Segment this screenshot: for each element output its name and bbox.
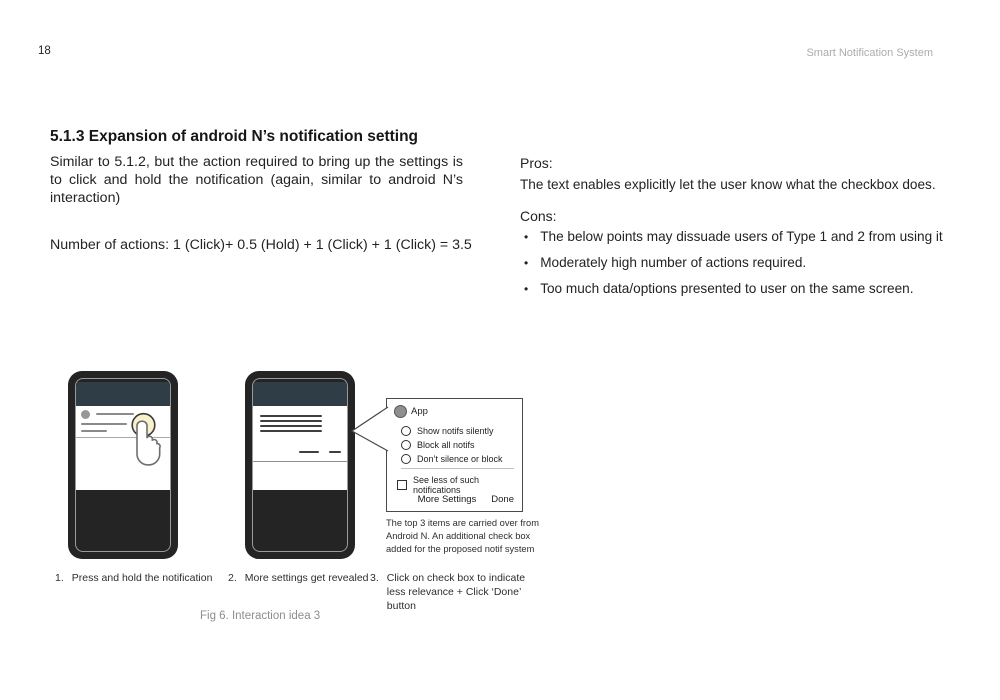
tap-gesture-icon bbox=[118, 410, 166, 472]
phone-mockup-2 bbox=[245, 371, 355, 559]
pros-label: Pros: bbox=[520, 155, 553, 171]
step-caption-3 bbox=[370, 571, 542, 614]
callout-pointer bbox=[349, 401, 389, 457]
popup-note: The top 3 items are carried over from Android N. An additional check box added for the proposed notif system bbox=[386, 518, 539, 555]
divider bbox=[401, 468, 514, 469]
done-label: Done bbox=[491, 494, 514, 505]
phone-screen bbox=[252, 378, 348, 552]
checkbox-label: See less of such notifications bbox=[413, 475, 480, 495]
checkbox-option bbox=[397, 475, 522, 495]
cons-item: • The below points may dissuade users of Type 1 and 2 from using it bbox=[520, 229, 943, 246]
popup-footer bbox=[418, 494, 514, 505]
app-row bbox=[394, 405, 428, 418]
phone-mockup-1 bbox=[68, 371, 178, 559]
screen-content bbox=[76, 406, 170, 490]
step-caption-1 bbox=[55, 571, 212, 585]
text-line bbox=[260, 415, 322, 417]
cons-item: • Moderately high number of actions required. bbox=[520, 255, 943, 272]
radio-icon bbox=[401, 440, 411, 450]
radio-icon bbox=[401, 454, 411, 464]
actions-count-line: Number of actions: 1 (Click)+ 0.5 (Hold) + 1 (Click) + 1 (Click) = 3.5 bbox=[50, 237, 472, 253]
status-bar bbox=[76, 382, 170, 406]
text-line bbox=[260, 420, 322, 422]
page-number: 18 bbox=[38, 45, 51, 57]
step-number: 3. bbox=[370, 572, 379, 584]
step-number: 2. bbox=[228, 572, 237, 584]
notification-settings-popup bbox=[386, 398, 523, 512]
more-settings-label: More Settings bbox=[417, 494, 477, 505]
expanded-notification-card bbox=[253, 406, 347, 462]
notification-avatar bbox=[81, 410, 90, 419]
screen-content bbox=[253, 406, 347, 490]
text-line bbox=[260, 430, 322, 432]
radio-option-label: Show notifs silently bbox=[417, 426, 494, 436]
running-header-title: Smart Notification System bbox=[806, 47, 933, 59]
phone-screen bbox=[75, 378, 171, 552]
radio-icon bbox=[401, 426, 411, 436]
radio-option bbox=[401, 454, 503, 464]
radio-option-label: Don’t silence or block bbox=[417, 454, 503, 464]
step-caption-2 bbox=[228, 571, 369, 585]
cons-label: Cons: bbox=[520, 208, 557, 224]
checkbox-icon bbox=[397, 480, 407, 490]
app-icon bbox=[394, 405, 407, 418]
app-label: App bbox=[411, 406, 428, 417]
more-settings-line bbox=[299, 451, 319, 453]
step-text: More settings get revealed bbox=[244, 572, 369, 584]
text-line bbox=[81, 430, 107, 432]
radio-option bbox=[401, 440, 475, 450]
done-line bbox=[329, 451, 341, 453]
step-text: Click on check box to indicate less relevance + Click ‘Done’ button bbox=[386, 572, 526, 613]
step-text: Press and hold the notification bbox=[71, 572, 213, 584]
section-body-paragraph: Similar to 5.1.2, but the action required to bring up the settings is to click and hold the notification (again, similar to android N’s interaction) bbox=[50, 154, 463, 207]
text-line bbox=[260, 425, 322, 427]
step-number: 1. bbox=[55, 572, 64, 584]
section-heading: 5.1.3 Expansion of android N’s notification setting bbox=[50, 128, 419, 145]
cons-item: • Too much data/options presented to user on the same screen. bbox=[520, 281, 943, 298]
figure-caption: Fig 6. Interaction idea 3 bbox=[200, 610, 321, 622]
pros-text: The text enables explicitly let the user know what the checkbox does. bbox=[520, 177, 936, 192]
status-bar bbox=[253, 382, 347, 406]
radio-option-label: Block all notifs bbox=[417, 440, 475, 450]
radio-option bbox=[401, 426, 494, 436]
cons-list bbox=[520, 229, 943, 307]
